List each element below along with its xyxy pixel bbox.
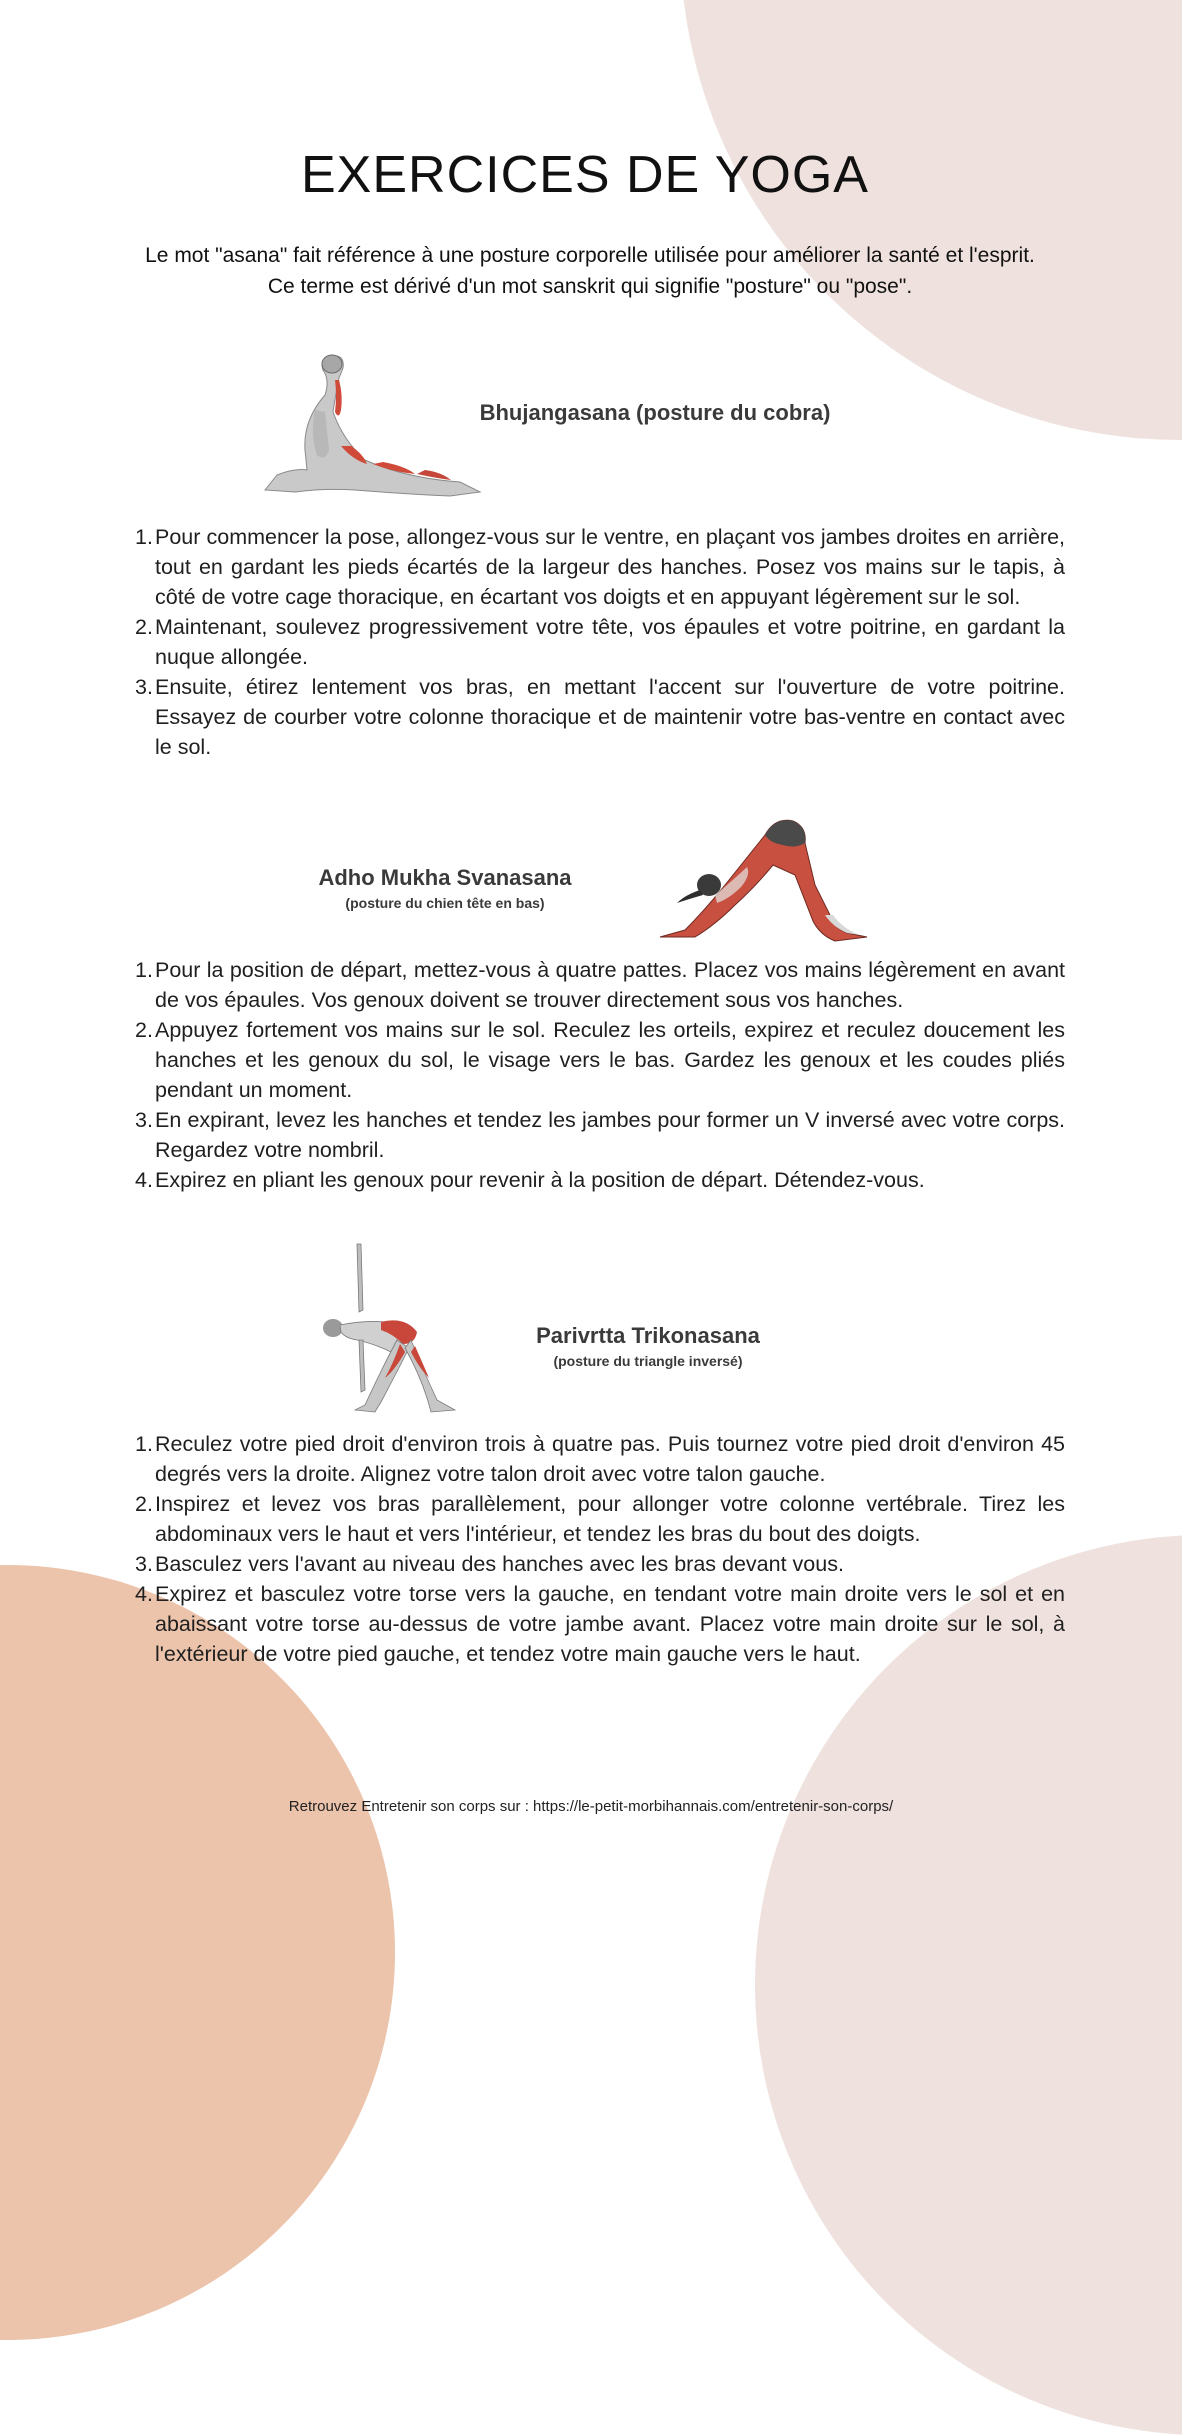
list-item: Reculez votre pied droit d'environ trois à quatre pas. Puis tournez votre pied droit d'environ 45 degrés vers la droite. Alignez votre talon droit avec votre talon gauche. (155, 1432, 1065, 1486)
list-item: Inspirez et levez vos bras parallèlement, pour allonger votre colonne vertébrale. Tirez les abdominaux vers le haut et vers l'intérieur, et tendez les bras du bout des doigts. (155, 1492, 1065, 1546)
revolved-triangle-steps-list (155, 1429, 1065, 1669)
cobra-steps-list (155, 522, 1065, 762)
list-item: Maintenant, soulevez progressivement votre tête, vos épaules et votre poitrine, en gardant la nuque allongée. (155, 615, 1065, 669)
list-item: Appuyez fortement vos mains sur le sol. Reculez les orteils, expirez et reculez doucement les hanches et les genoux du sol, le visage vers le bas. Gardez les genoux et les coudes pliés pendant un moment. (155, 1018, 1065, 1102)
revolved-triangle-heading (488, 1323, 808, 1369)
list-item: Expirez et basculez votre torse vers la gauche, en tendant votre main droite vers le sol et en abaissant votre torse au-dessus de votre jambe avant. Placez votre main droite sur le sol, à l'extérieur de votre pied gauche, et tendez votre main gauche vers le haut. (155, 1582, 1065, 1666)
footer-link-text: Retrouvez Entretenir son corps sur : https://le-petit-morbihannais.com/entretenir-son-corps/ (288, 1798, 894, 1815)
downward-dog-heading (270, 865, 620, 911)
downward-dog-pose-illustration (655, 795, 885, 945)
pose-name: Bhujangasana (posture du cobra) (479, 400, 831, 425)
intro-paragraph: Le mot "asana" fait référence à une posture corporelle utilisée pour améliorer la santé et l'esprit. Ce terme est dérivé d'un mot sanskrit qui signifie "posture" ou "pose". (145, 244, 1035, 298)
list-item: Expirez en pliant les genoux pour revenir à la position de départ. Détendez-vous. (155, 1168, 925, 1192)
pose-subtitle: (posture du triangle inversé) (553, 1353, 743, 1369)
list-item: Ensuite, étirez lentement vos bras, en mettant l'accent sur l'ouverture de votre poitrine. Essayez de courber votre colonne thoracique et de maintenir votre bas-ventre en contact avec le sol. (155, 675, 1065, 759)
list-item: Basculez vers l'avant au niveau des hanches avec les bras devant vous. (155, 1552, 844, 1576)
cobra-pose-illustration (255, 350, 485, 500)
pose-name: Parivrtta Trikonasana (536, 1323, 760, 1348)
revolved-triangle-pose-illustration (305, 1240, 465, 1415)
pose-subtitle: (posture du chien tête en bas) (345, 895, 545, 911)
list-item: Pour commencer la pose, allongez-vous sur le ventre, en plaçant vos jambes droites en arrière, tout en gardant les pieds écartés de la largeur des hanches. Posez vos mains sur le tapis, à côté de votre cage thoracique, en écartant vos doigts et en appuyant légèrement sur le sol. (155, 525, 1065, 609)
list-item: En expirant, levez les hanches et tendez les jambes pour former un V inversé avec votre corps. Regardez votre nombril. (155, 1108, 1065, 1162)
downward-dog-steps-list (155, 955, 1065, 1195)
cobra-pose-heading (455, 400, 855, 426)
page-title: EXERCICES DE YOGA (301, 146, 869, 204)
pose-name: Adho Mukha Svanasana (318, 865, 572, 890)
list-item: Pour la position de départ, mettez-vous à quatre pattes. Placez vos mains légèrement en avant de vos épaules. Vos genoux doivent se trouver directement sous vos hanches. (155, 958, 1065, 1012)
